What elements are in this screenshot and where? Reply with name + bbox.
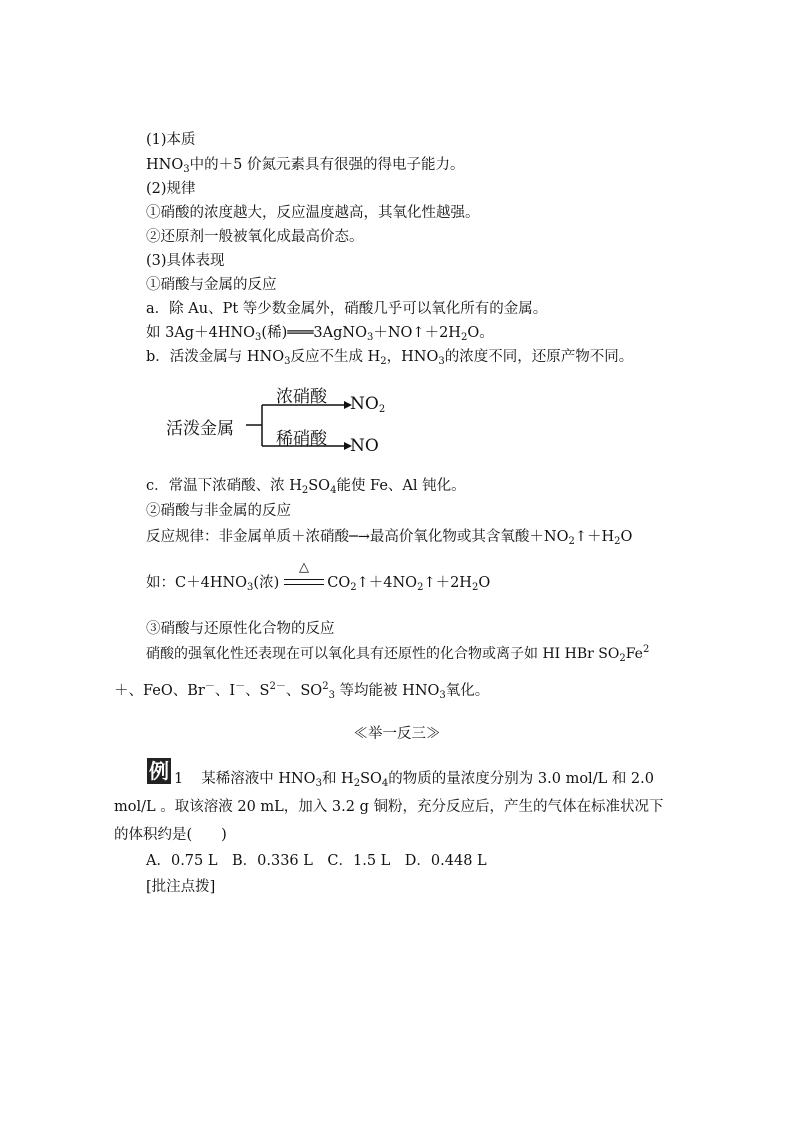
reduction-products-diagram [160,380,420,462]
text-line-rule-2: ②还原剂一般被氧化成最高价态。 [146,229,364,245]
example-question-line-1: 1 某稀溶液中 $HNO_3$和 $H_2SO_4$的物质的量浓度分别为 3.0 mol/L 和 2.0 [174,771,654,789]
example-mark-icon: 例 [149,759,169,783]
text-line-rule-1: ①硝酸的浓度越大，反应温度越高，其氧化性越强。 [146,205,480,221]
heating-symbol: △ [299,560,309,575]
text-line-manifestation: (3)具体表现 [146,253,225,269]
example-question-line-3: 的体积约是( ) [114,827,227,843]
text-line-metal-a: a．除 Au、Pt 等少数金属外，硝酸几乎可以氧化所有的金属。 [146,301,548,317]
example-note-label: [批注点拨] [146,879,216,895]
text-line-compound-reaction: ③硝酸与还原性化合物的反应 [146,621,335,637]
text-line-essence-desc: $HNO_3$中的＋5 价氮元素具有很强的得电子能力。 [146,157,465,175]
text-line-compound-desc: 硝酸的强氧化性还表现在可以氧化具有还原性的化合物或离子如 HI HBr $SO_2Fe^2$ [146,644,650,664]
example-options: A．0.75 L B．0.336 L C．1.5 L D．0.448 L [146,853,487,869]
text-line-metal-reaction: ①硝酸与金属的反应 [146,277,277,293]
diagram-conc-acid-label: 浓硝酸 [276,387,327,407]
text-line-metal-b: b．活泼金属与 $HNO_3$反应不生成 $H_2$，$HNO_3$的浓度不同，还原产物不同。 [146,349,634,367]
equation-silver: 如 $3Ag+4HNO_3$(稀)$═══3AgNO_3+NO↑+2H_2O$。 [146,325,494,343]
text-line-nonmetal-reaction: ②硝酸与非金属的反应 [146,503,291,519]
text-line-metal-c: c．常温下浓硝酸、浓 $H_2SO_4$能使 Fe、Al 钝化。 [146,478,466,496]
example-question-line-2: mol/L 。取该溶液 20 mL，加入 3.2 g 铜粉，充分反应后，产生的气体在标准状况下 [114,799,664,815]
section-title: ≪举一反三≫ [353,726,441,742]
text-line-rule: (2)规律 [146,181,196,197]
text-line-nonmetal-rule: 反应规律：非金属单质＋浓硝酸─→最高价氧化物或其含氧酸$+NO_2↑+H_2O$ [146,529,633,547]
equation-carbon: 如：$C+4HNO_3$(浓) $CO_2↑+4NO_2↑+2H_2O$ [146,575,491,593]
diagram-no-product: NO [350,436,379,456]
text-line-compound-list: ＋、FeO、Br－、I－、$S^{2-}$、$SO^2_3$ 等均能被 $HNO_3$氧化。 [114,681,490,701]
diagram-no2-product: $NO_2$ [350,394,386,415]
diagram-active-metal-label: 活泼金属 [166,419,234,439]
diagram-dilute-acid-label: 稀硝酸 [276,429,327,449]
text-line-essence: (1)本质 [146,132,196,148]
